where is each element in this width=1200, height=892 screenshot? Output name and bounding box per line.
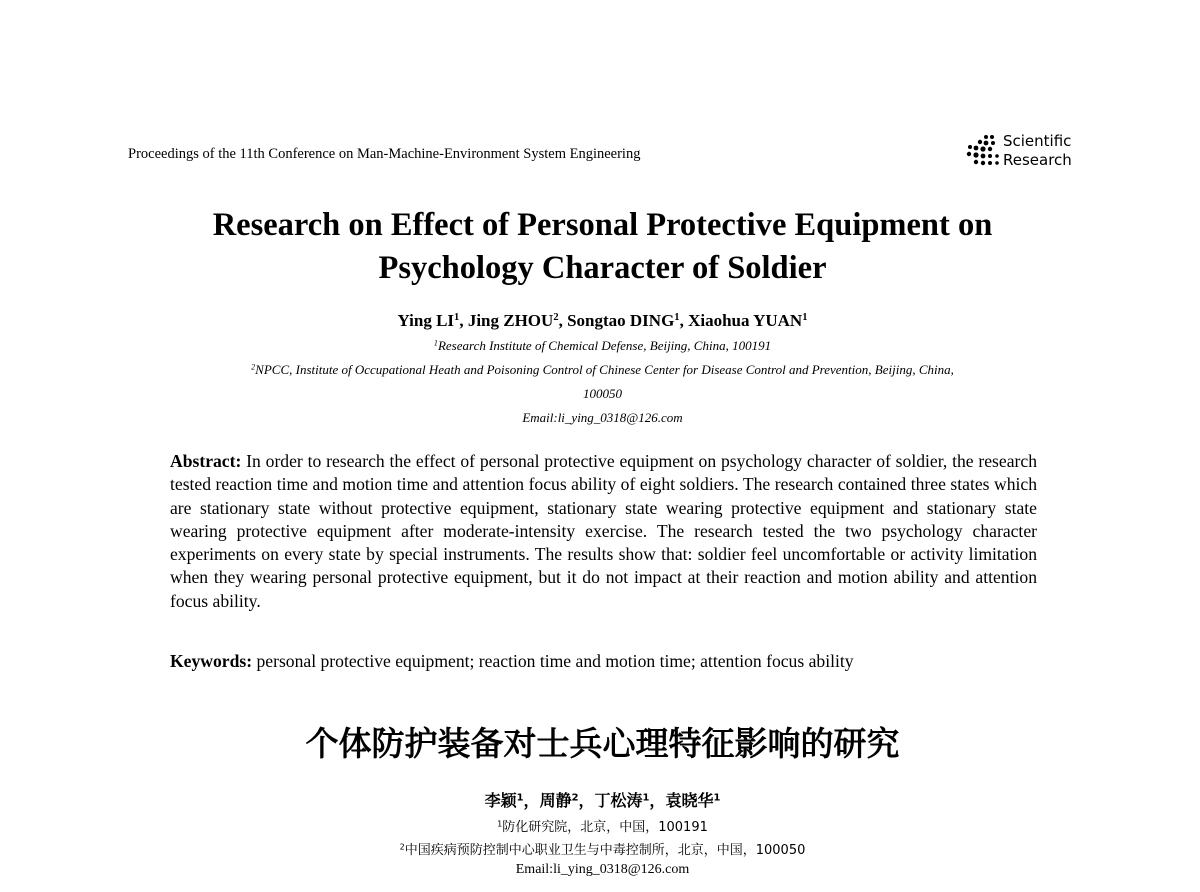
chinese-title: 个体防护装备对士兵心理特征影响的研究	[305, 724, 900, 763]
cn-author-separator: ，	[649, 791, 666, 810]
author-list	[0, 311, 1200, 331]
author-affil-mark: 2	[553, 312, 559, 324]
cn-author-affil-mark: 1	[713, 792, 721, 804]
cn-affil-mark: 1	[497, 819, 503, 829]
chinese-email-address: Email:li_ying_0318@126.com	[515, 862, 690, 877]
cn-author-name: 袁晓华	[665, 791, 714, 810]
publisher-logo	[966, 132, 1072, 170]
affil-text: Research Institute of Chemical Defense, Beijing, China, 100191	[437, 338, 772, 353]
chinese-affiliation-1	[0, 816, 1200, 835]
author-name: Ying LI	[397, 311, 455, 330]
chinese-author-list	[0, 788, 1200, 811]
author-name: Xiaohua YUAN	[688, 311, 803, 330]
author-affil-mark: 1	[674, 312, 680, 324]
cn-author-name: 李颖	[484, 791, 517, 810]
cn-author-affil-mark: 1	[516, 792, 524, 804]
paper-title	[0, 204, 1200, 290]
title-line-2: Psychology Character of Soldier	[378, 250, 827, 286]
author-separator: ,	[459, 311, 468, 330]
cn-affil-text: 防化研究院，北京，中国，100191	[502, 820, 708, 835]
chinese-affiliation-2	[0, 839, 1200, 858]
abstract-label: Abstract:	[170, 451, 242, 471]
affiliation-2	[0, 362, 1200, 378]
author-affil-mark: 1	[802, 312, 808, 324]
affiliation-2-continued: 100050	[583, 386, 622, 401]
proceedings-header: Proceedings of the 11th Conference on Man-Machine-Environment System Engineering	[128, 146, 641, 162]
logo-text-line2: Research	[1003, 151, 1072, 169]
cn-author-name: 周静	[539, 791, 572, 810]
cn-affil-text: 中国疾病预防控制中心职业卫生与中毒控制所，北京，中国，100050	[404, 843, 806, 858]
scientific-research-dots-icon	[966, 133, 1000, 169]
cn-author-affil-mark: 2	[571, 792, 579, 804]
email-address: Email:li_ying_0318@126.com	[522, 410, 683, 425]
cn-author-name: 丁松涛	[594, 791, 643, 810]
author-separator: ,	[679, 311, 689, 330]
cn-author-affil-mark: 1	[642, 792, 650, 804]
affil-text: NPCC, Institute of Occupational Heath and Poisoning Control of Chinese Center for Disease Control and Prevention, Beijing, China,	[255, 362, 954, 377]
author-name: Jing ZHOU	[467, 311, 554, 330]
cn-author-separator: ，	[523, 791, 540, 810]
affil-mark: 1	[433, 338, 438, 348]
author-name: Songtao DING	[567, 311, 675, 330]
keywords-text: personal protective equipment; reaction time and motion time; attention focus ability	[256, 651, 854, 671]
cn-affil-mark: 2	[399, 842, 405, 852]
keywords	[170, 650, 854, 673]
title-line-1: Research on Effect of Personal Protective Equipment on	[212, 207, 993, 243]
keywords-label: Keywords:	[170, 651, 253, 671]
author-affil-mark: 1	[454, 312, 460, 324]
logo-text-line1: Scientific	[1003, 132, 1072, 150]
affiliation-1	[0, 338, 1200, 354]
abstract-text: In order to research the effect of personal protective equipment on psychology character of soldier, the research tested reaction time and motion time and attention focus ability of eight soldiers. The research contained three states which are stationary state without protective equipment, stationary state wearing protective equipment and stationary state wearing protective equipment after moderate-intensity exercise. The research tested the two psychology character experiments on every state by special instruments. The results show that: soldier feel uncomfortable or activity limitation when they wearing personal protective equipment, but it do not impact at their reaction and motion ability and attention focus ability.	[170, 451, 1037, 611]
affil-mark: 2	[251, 362, 256, 372]
abstract	[170, 450, 1037, 613]
cn-author-separator: ，	[578, 791, 595, 810]
author-separator: ,	[558, 311, 568, 330]
